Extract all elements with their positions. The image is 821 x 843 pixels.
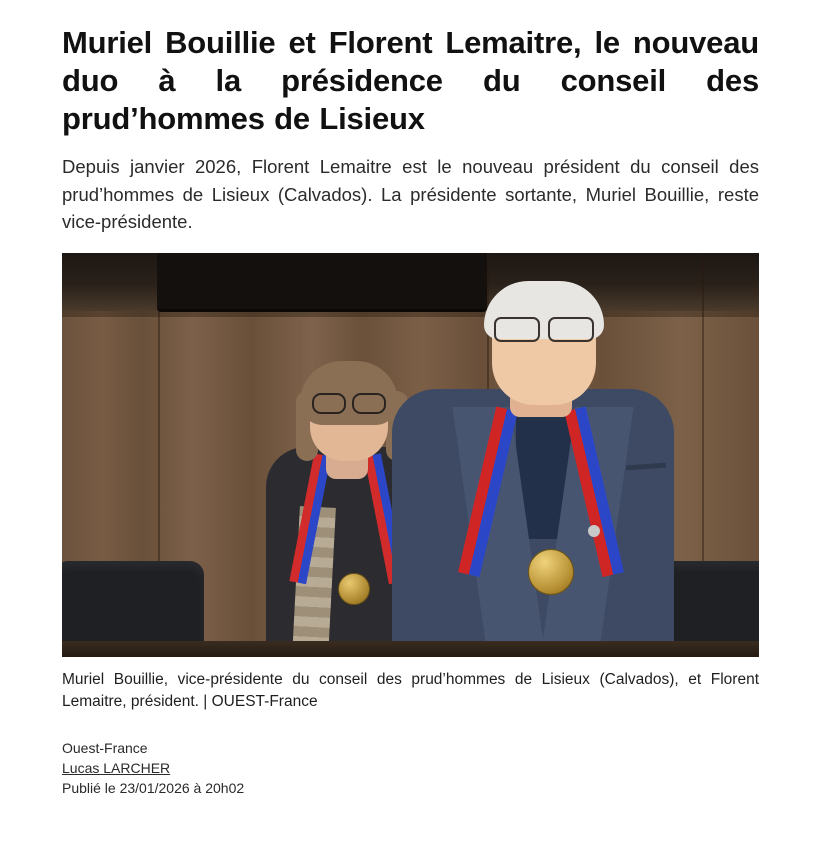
photo-caption: Muriel Bouillie, vice-présidente du conseil des prud’hommes de Lisieux (Calvados), et Florent Lemaitre, président. | OUEST-France <box>62 671 759 710</box>
man-glasses <box>494 317 594 339</box>
article-photo <box>62 253 759 657</box>
man-medal <box>528 549 574 595</box>
article-figure <box>62 253 759 713</box>
woman-medal <box>338 573 370 605</box>
page-title: Muriel Bouillie et Florent Lemaitre, le nouveau duo à la présidence du conseil des prud’hommes de Lisieux <box>62 25 759 136</box>
byline-source: Ouest-France <box>62 740 148 756</box>
person-florent-lemaitre <box>392 263 682 657</box>
article-standfirst: Depuis janvier 2026, Florent Lemaitre est le nouveau président du conseil des prud’hommes de Lisieux (Calvados). La présidente sortante, Muriel Bouillie, reste vice-présidente. <box>62 156 759 232</box>
byline-author[interactable]: Lucas LARCHER <box>62 759 171 776</box>
byline-published-date: Publié le 23/01/2026 à 20h02 <box>62 779 245 796</box>
man-button <box>588 525 600 537</box>
woman-glasses <box>312 393 386 411</box>
table-edge <box>62 641 759 657</box>
byline <box>62 739 759 799</box>
